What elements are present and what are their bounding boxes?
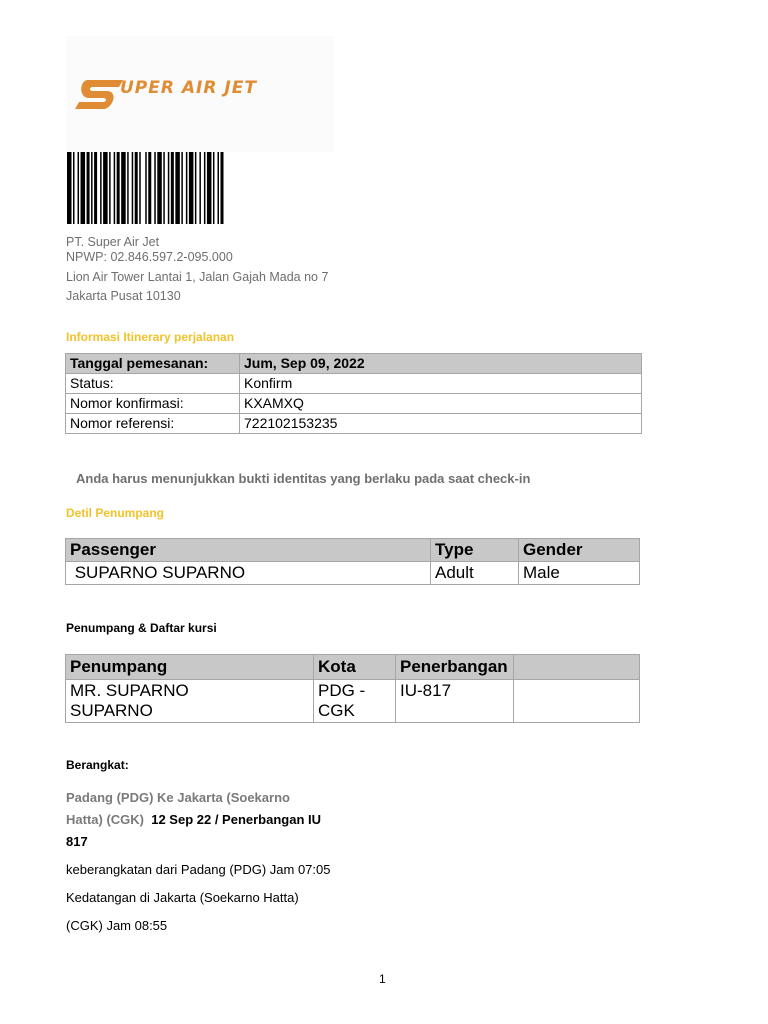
barcode-bar xyxy=(207,152,212,224)
logo-text: UPER AIR JET xyxy=(120,78,257,98)
barcode-bar xyxy=(217,152,219,224)
barcode-bar xyxy=(103,152,108,224)
seat-passenger-name-line2: SUPARNO xyxy=(70,701,153,720)
confirmation-value: KXAMXQ xyxy=(240,394,642,414)
seat-city-line2: CGK xyxy=(318,701,355,720)
barcode-bar xyxy=(127,152,129,224)
passenger-type: Adult xyxy=(431,562,519,585)
id-notice: Anda harus menunjukkan bukti identitas yang berlaku pada saat check-in xyxy=(76,471,531,486)
barcode-bar xyxy=(204,152,206,224)
seat-city-line1: PDG - xyxy=(318,681,366,700)
barcode-bar xyxy=(87,152,90,224)
header-kota: Kota xyxy=(314,655,396,680)
barcode-bar xyxy=(114,152,116,224)
table-row xyxy=(66,394,642,414)
header-seat xyxy=(514,655,640,680)
seat-flight: IU-817 xyxy=(396,680,514,723)
barcode-bar xyxy=(154,152,156,224)
status-value: Konfirm xyxy=(240,374,642,394)
barcode-bar xyxy=(189,152,194,224)
flight-line2: 817 xyxy=(66,834,88,849)
flight-line1: 12 Sep 22 / Penerbangan IU xyxy=(151,812,322,827)
booking-barcode xyxy=(66,152,226,226)
barcode-bar xyxy=(121,152,126,224)
company-address-line2: Jakarta Pusat 10130 xyxy=(66,289,181,303)
confirmation-label: Nomor konfirmasi: xyxy=(66,394,240,414)
barcode-bar xyxy=(67,152,72,224)
itinerary-title: Informasi Itinerary perjalanan xyxy=(66,330,235,344)
barcode-bar xyxy=(148,152,151,224)
company-name: PT. Super Air Jet xyxy=(66,235,160,249)
departure-time: keberangkatan dari Padang (PDG) Jam 07:05 xyxy=(66,862,331,877)
page-number: 1 xyxy=(379,972,386,986)
booking-date-value: Jum, Sep 09, 2022 xyxy=(240,354,642,374)
passenger-table xyxy=(65,538,640,585)
status-label: Status: xyxy=(66,374,240,394)
departure-title: Berangkat: xyxy=(66,758,129,772)
barcode-bar xyxy=(94,152,97,224)
seat-passenger-name xyxy=(66,680,314,723)
table-header-row xyxy=(66,539,640,562)
reference-value: 722102153235 xyxy=(240,414,642,434)
barcode-bar xyxy=(168,152,170,224)
header-gender: Gender xyxy=(519,539,640,562)
barcode-bar xyxy=(195,152,197,224)
seat-city xyxy=(314,680,396,723)
table-row xyxy=(66,374,642,394)
booking-date-label: Tanggal pemesanan: xyxy=(66,354,240,374)
barcode-bar xyxy=(213,152,215,224)
seat-number xyxy=(514,680,640,723)
barcode-bar xyxy=(181,152,183,224)
departure-route xyxy=(66,787,356,853)
table-row xyxy=(66,414,642,434)
barcode-bar xyxy=(81,152,86,224)
barcode-bar xyxy=(135,152,138,224)
barcode-bar xyxy=(78,152,80,224)
passenger-gender: Male xyxy=(519,562,640,585)
barcode-bar xyxy=(91,152,93,224)
barcode-bar xyxy=(199,152,201,224)
reference-label: Nomor referensi: xyxy=(66,414,240,434)
seat-section-title: Penumpang & Daftar kursi xyxy=(66,621,217,635)
barcode-bar xyxy=(186,152,188,224)
barcode-bar xyxy=(73,152,75,224)
company-npwp: NPWP: 02.846.597.2-095.000 xyxy=(66,250,233,264)
route-line2: Hatta) (CGK) xyxy=(66,812,144,827)
header-penumpang: Penumpang xyxy=(66,655,314,680)
barcode-bar xyxy=(139,152,141,224)
barcode-bar xyxy=(157,152,162,224)
itinerary-table xyxy=(65,353,642,434)
barcode-bar xyxy=(220,152,223,224)
passenger-name: SUPARNO SUPARNO xyxy=(66,562,431,585)
barcode-bar xyxy=(100,152,102,224)
header-type: Type xyxy=(431,539,519,562)
seat-passenger-name-line1: MR. SUPARNO xyxy=(70,681,189,700)
table-row xyxy=(66,680,640,723)
seat-table xyxy=(65,654,640,723)
arrival-line1: Kedatangan di Jakarta (Soekarno Hatta) xyxy=(66,890,299,905)
header-penerbangan: Penerbangan xyxy=(396,655,514,680)
route-line1: Padang (PDG) Ke Jakarta (Soekarno xyxy=(66,790,290,805)
table-row xyxy=(66,354,642,374)
barcode-bar xyxy=(175,152,180,224)
table-header-row xyxy=(66,655,640,680)
super-air-jet-logo-mark xyxy=(73,78,125,112)
header-passenger: Passenger xyxy=(66,539,431,562)
passenger-section-title: Detil Penumpang xyxy=(66,506,165,520)
company-address-line1: Lion Air Tower Lantai 1, Jalan Gajah Mada no 7 xyxy=(66,270,329,284)
barcode-bar xyxy=(132,152,134,224)
barcode-bar xyxy=(117,152,120,224)
table-row xyxy=(66,562,640,585)
barcode-bar xyxy=(163,152,165,224)
arrival-line2: (CGK) Jam 08:55 xyxy=(66,918,168,933)
barcode-bar xyxy=(109,152,111,224)
barcode-bar xyxy=(171,152,174,224)
barcode-bar xyxy=(145,152,147,224)
